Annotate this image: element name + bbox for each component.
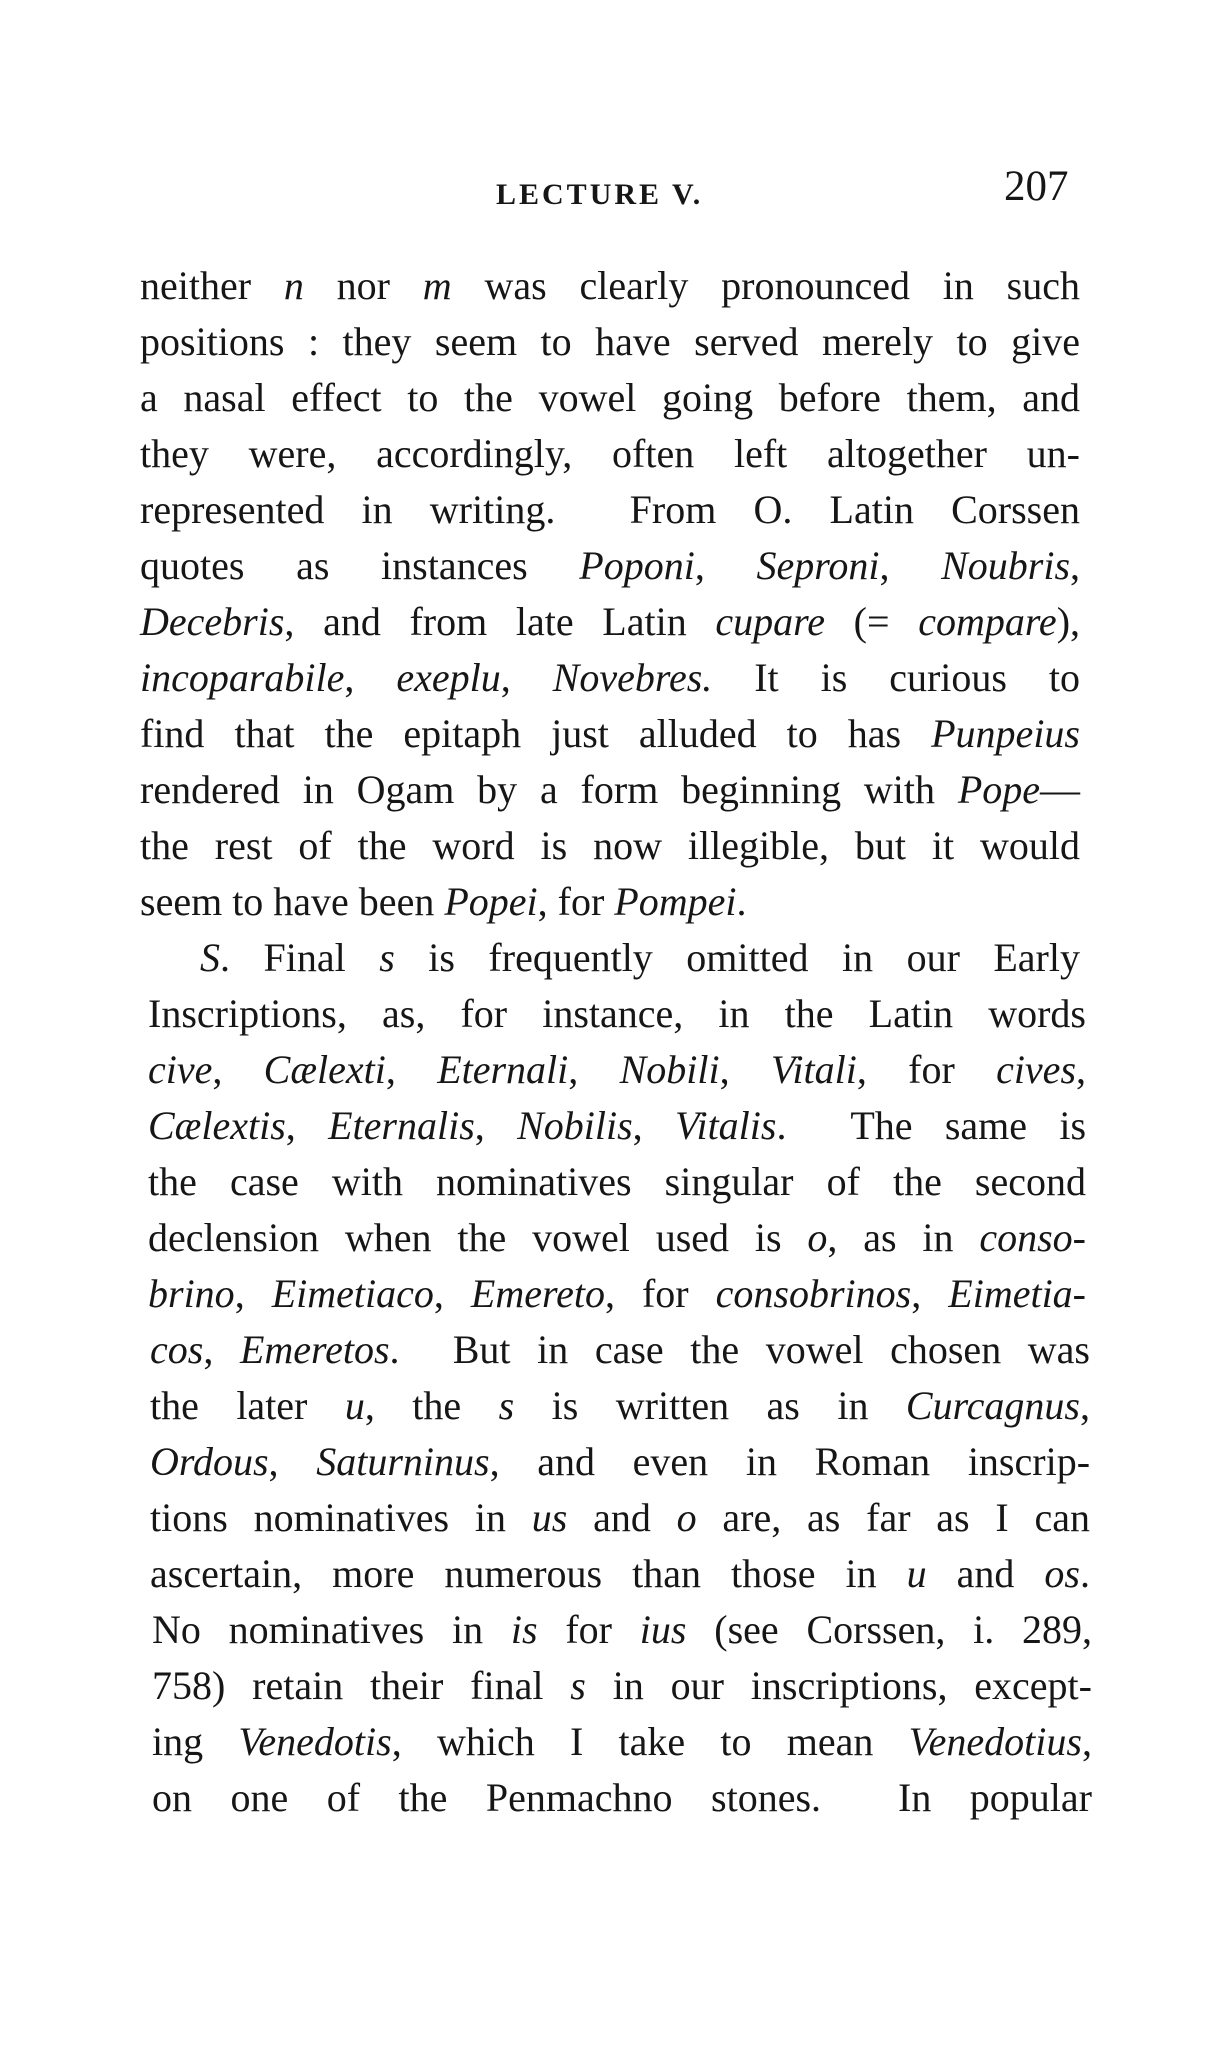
text-line: find that the epitaph just alluded to has Punpeius xyxy=(140,711,1080,756)
text-line: quotes as instances Poponi, Seproni, Noubris, xyxy=(140,543,1081,588)
text-line: neither n nor m was clearly pronounced in such xyxy=(140,263,1080,308)
text-line: the later u, the s is written as in Curcagnus, xyxy=(150,1383,1090,1428)
text-line: the case with nominatives singular of the second xyxy=(148,1159,1086,1204)
text-line: they were, accordingly, often left altogether un- xyxy=(140,431,1080,476)
text-line: cive, Cælexti, Eternali, Nobili, Vitali, for cives, xyxy=(148,1047,1087,1092)
text-line: on one of the Penmachno stones. In popular xyxy=(152,1775,1092,1820)
text-line: a nasal effect to the vowel going before them, and xyxy=(140,375,1080,420)
text-line: brino, Eimetiaco, Emereto, for consobrinos, Eimetia- xyxy=(148,1271,1086,1316)
text-line: ing Venedotis, which I take to mean Venedotius, xyxy=(152,1719,1092,1764)
text-line: rendered in Ogam by a form beginning with Pope— xyxy=(140,767,1080,812)
text-line: ascertain, more numerous than those in u and os. xyxy=(150,1551,1090,1596)
text-line: Inscriptions, as, for instance, in the Latin words xyxy=(148,991,1086,1036)
text-line: seem to have been Popei, for Pompei. xyxy=(140,879,747,924)
text-line: represented in writing. From O. Latin Corssen xyxy=(140,487,1080,532)
text-line: declension when the vowel used is o, as in conso- xyxy=(148,1215,1086,1260)
text-line: Decebris, and from late Latin cupare (= compare), xyxy=(140,599,1081,644)
text-line: the rest of the word is now illegible, but it would xyxy=(140,823,1080,868)
text-line: No nominatives in is for ius (see Corssen, i. 289, xyxy=(152,1607,1093,1652)
text-line: positions : they seem to have served merely to give xyxy=(140,319,1080,364)
running-title: LECTURE V. xyxy=(496,178,704,211)
running-head xyxy=(0,158,1227,218)
page-number: 207 xyxy=(1004,163,1069,210)
text-line: incoparabile, exeplu, Novebres. It is curious to xyxy=(140,655,1080,700)
text-line: Ordous, Saturninus, and even in Roman inscrip- xyxy=(150,1439,1091,1484)
text-line: Cælextis, Eternalis, Nobilis, Vitalis. The same is xyxy=(148,1103,1087,1148)
text-line: S. Final s is frequently omitted in our Early xyxy=(200,935,1080,980)
text-line: 758) retain their final s in our inscriptions, except- xyxy=(152,1663,1092,1708)
text-line: cos, Emeretos. But in case the vowel chosen was xyxy=(150,1327,1091,1372)
text-line: tions nominatives in us and o are, as far as I can xyxy=(150,1495,1090,1540)
